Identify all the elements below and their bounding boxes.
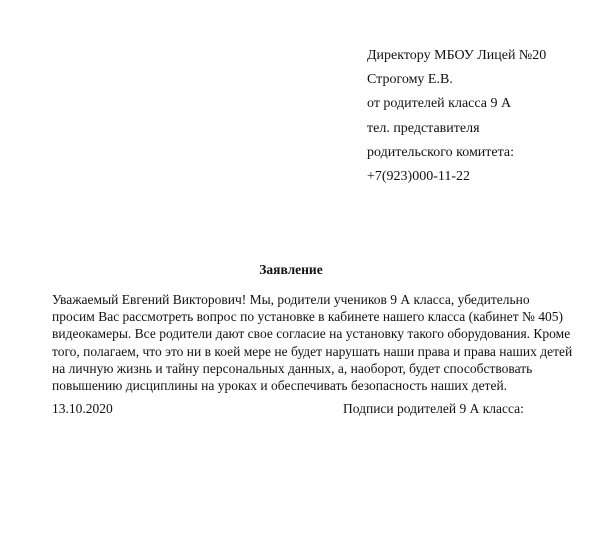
statement-body xyxy=(52,291,592,394)
signatures-label: Подписи родителей 9 А класса: xyxy=(343,401,524,416)
addressee-line: от родителей класса 9 А xyxy=(367,96,512,112)
addressee-line: Директору МБОУ Лицей №20 xyxy=(367,48,547,63)
body-line: повышению дисциплины на уроках и обеспечивать безопасность наших детей. xyxy=(52,378,508,394)
addressee-line: тел. представителя xyxy=(367,120,480,136)
addressee-block xyxy=(367,44,592,189)
body-line: того, полагаем, что это ни в коей мере не будет нарушать наши права и права наших детей xyxy=(52,343,573,359)
addressee-line: +7(923)000-11-22 xyxy=(367,169,471,185)
body-line: Уважаемый Евгений Викторович! Мы, родители учеников 9 А класса, убедительно xyxy=(52,292,530,307)
addressee-line: Строгому Е.В. xyxy=(367,72,453,88)
body-line: просим Вас рассмотреть вопрос по установке в кабинете нашего класса (кабинет № 405) xyxy=(52,309,564,325)
document-date: 13.10.2020 xyxy=(52,401,113,416)
body-line: на личную жизнь и тайну персональных данных, а, наоборот, будет способствовать xyxy=(52,360,533,376)
document-title: Заявление xyxy=(259,262,323,277)
body-line: видеокамеры. Все родители дают свое согласие на установку такого оборудования. Кроме xyxy=(52,326,571,342)
addressee-line: родительского комитета: xyxy=(367,144,515,160)
